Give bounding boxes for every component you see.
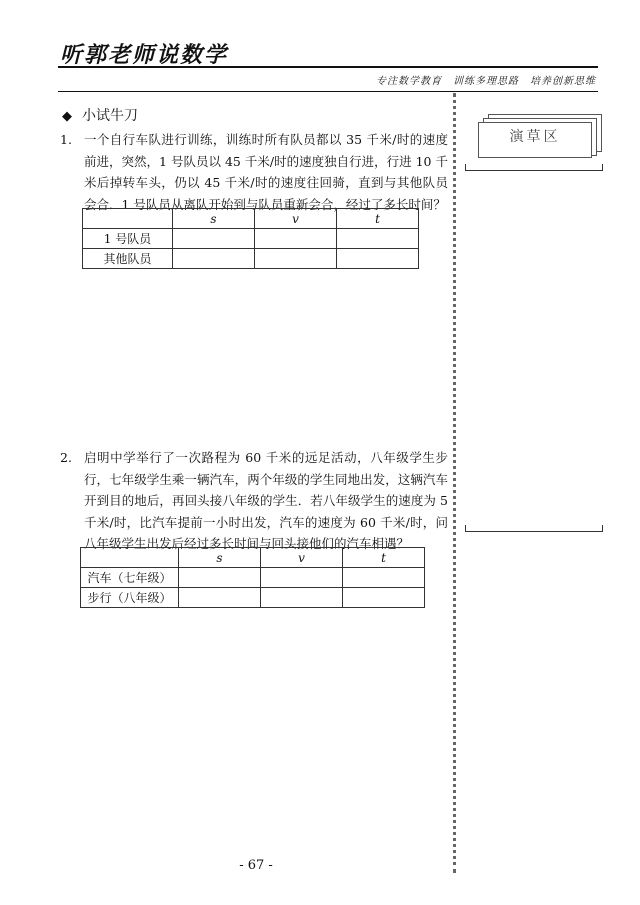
- table-header-cell: s: [179, 548, 261, 568]
- table-cell[interactable]: [337, 249, 419, 269]
- page-number: - 67 -: [239, 858, 273, 873]
- table-row: [81, 568, 425, 588]
- table-cell[interactable]: [179, 568, 261, 588]
- table-cell[interactable]: [261, 588, 343, 608]
- row-label: 1 号队员: [83, 229, 173, 249]
- question-text: 启明中学举行了一次路程为 60 千米的远足活动，八年级学生步行，七年级学生乘一辆汽车，两个年级的学生同地出发，这辆汽车开到目的地后，再回头接八年级的学生．若八年级学生的速度为 5 千米/时，比汽车提前一小时出发，汽车的速度为 60 千米/时，问八年级学生出发后经过多长时间与回头接他们的汽车相遇？: [84, 450, 448, 551]
- table-header-row: [83, 209, 419, 229]
- table-header-row: [81, 548, 425, 568]
- table-cell[interactable]: [261, 568, 343, 588]
- table-header-cell: s: [173, 209, 255, 229]
- column-divider: [453, 93, 456, 873]
- table-cell[interactable]: [255, 249, 337, 269]
- scratch-card-front: [478, 122, 592, 158]
- section-title: [62, 105, 138, 125]
- table-row: [83, 229, 419, 249]
- diamond-icon: ◆: [62, 109, 72, 124]
- scratch-area-header: [478, 110, 600, 160]
- table-cell[interactable]: [337, 229, 419, 249]
- scratch-bracket-bottom: [465, 525, 603, 532]
- table-cell[interactable]: [173, 229, 255, 249]
- header-rule-thin: [58, 91, 598, 92]
- table-row: [81, 588, 425, 608]
- answer-table-1: [82, 208, 419, 269]
- row-label: 其他队员: [83, 249, 173, 269]
- table-header-cell: t: [337, 209, 419, 229]
- header-rule: [58, 66, 598, 68]
- table-header-cell: v: [261, 548, 343, 568]
- table-cell[interactable]: [343, 568, 425, 588]
- question-1: [60, 129, 448, 215]
- question-text: 一个自行车队进行训练，训练时所有队员都以 35 千米/时的速度前进，突然，1 号队员以 45 千米/时的速度独自行进，行进 10 千米后掉转车头，仍以 45 千米/时的速度往回骑，直到与其他队员会合．1 号队员从离队开始到与队员重新会合，经过了多长时间？: [84, 132, 448, 212]
- table-cell[interactable]: [343, 588, 425, 608]
- question-2: [60, 447, 448, 555]
- scratch-label: 演草区: [509, 129, 561, 145]
- question-number: 2.: [60, 450, 72, 465]
- table-row: [83, 249, 419, 269]
- table-cell[interactable]: [179, 588, 261, 608]
- section-title-text: 小试牛刀: [82, 108, 138, 124]
- row-label: 步行（八年级）: [81, 588, 179, 608]
- table-header-cell: t: [343, 548, 425, 568]
- row-label: 汽车（七年级）: [81, 568, 179, 588]
- table-cell[interactable]: [255, 229, 337, 249]
- table-cell[interactable]: [173, 249, 255, 269]
- answer-table-2: [80, 547, 425, 608]
- question-number: 1.: [60, 132, 72, 147]
- table-header-cell: [81, 548, 179, 568]
- table-header-cell: [83, 209, 173, 229]
- tagline: 专注数学教育 训练多理思路 培养创新思维: [376, 76, 596, 87]
- table-header-cell: v: [255, 209, 337, 229]
- brand-title: 听郭老师说数学: [60, 43, 229, 68]
- scratch-bracket-top: [465, 164, 603, 171]
